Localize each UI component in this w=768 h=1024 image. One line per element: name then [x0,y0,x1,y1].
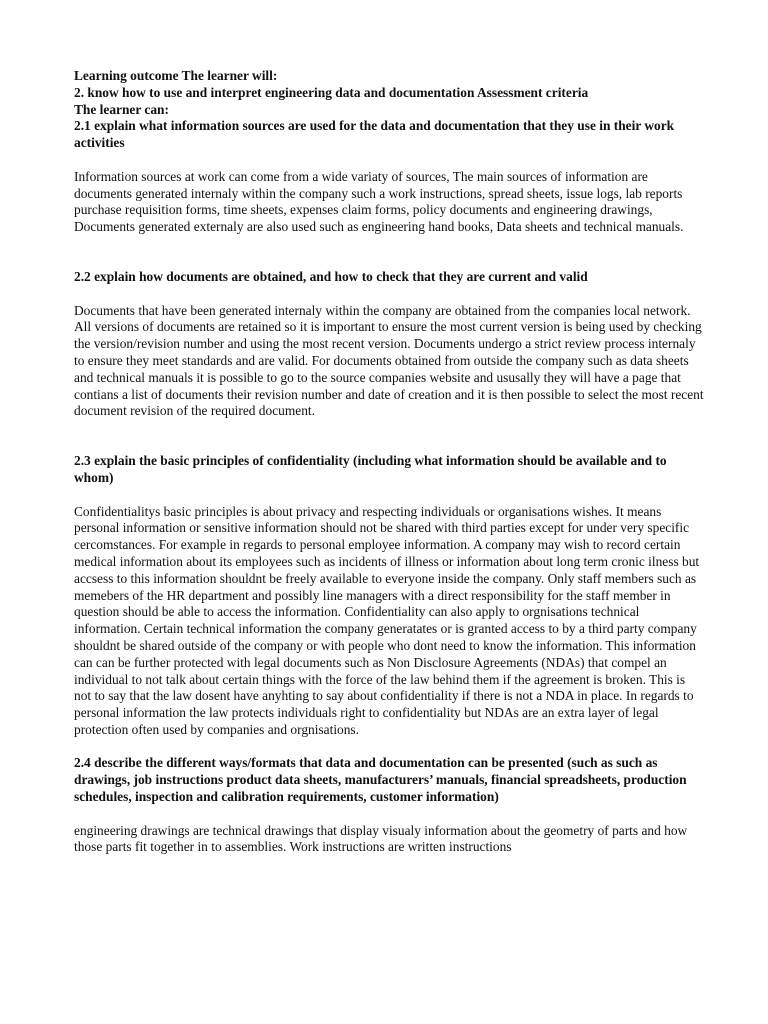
header-line-2: 2. know how to use and interpret engineering data and documentation Assessment criteria [74,84,589,100]
section-body-2-4: engineering drawings are technical drawings that display visualy information about the geometry of parts and how those parts fit together in to assemblies. Work instructions are written instructions [74,822,688,855]
section-body-2-1: Information sources at work can come from a wide variaty of sources, The main sources of information are documents generated internaly within the company such a work instructions, spread sheets, issue logs, lab reports purchase requisition forms, time sheets, expenses claim forms, policy documents and engineering drawings, Documents generated externaly are also used such as engineering hand books, Data sheets and technical manuals. [74,168,684,235]
learning-outcome-header [74,68,704,118]
section-heading-2-3: 2.3 explain the basic principles of confidentiality (including what information should be available and to whom) [74,453,667,485]
header-line-1: Learning outcome The learner will: [74,68,278,83]
section-heading-2-4: 2.4 describe the different ways/formats that data and documentation can be presented (such as such as drawings, job instructions product data sheets, manufacturers’ manuals, financial spreadsheets, production schedules, inspection and calibration requirements, customer information) [74,755,687,805]
section-heading-2-1: 2.1 explain what information sources are used for the data and documentation that they use in their work activities [74,118,675,151]
section-body-2-2: Documents that have been generated internaly within the company are obtained from the companies local network. All versions of documents are retained so it is important to ensure the most current version is being used by checking the version/revision number and using the most recent version. Documents undergo a strict review process internaly to ensure they meet standards and are valid. For documents obtained from outside the company such as data sheets and technical manuals it is possible to go to the source companies website and ususally they will have a page that contians a list of documents their revision number and date of creation and it is then possible to select the most recent document revision of the required document. [74,302,704,419]
header-line-3: The learner can: [74,101,169,117]
section-body-2-3: Confidentialitys basic principles is about privacy and respecting individuals or organisations wishes. It means personal information or sensitive information should not be shared with third parties except for under very specific cercomstances. For example in regards to personal employee information. A company may wish to record certain medical information about its employees such as incidents of illness or information about long term cronic ilness but accsess to this information shouldnt be freely available to everyone inside the company. Only staff members such as memebers of the HR department and possibly line managers with a direct responsibility for the staff member in question should be able to access the information. Confidentiality can also apply to orgnisations technical information. Certain technical information the company generatates or is granted access to by a third party company shouldnt be shared outside of the company or with people who dont need to know the information. This information can can be further protected with legal documents such as Non Disclosure Agreements (NDAs) that compel an individual to not talk about certain things with the force of the law behind them if the agreement is broken. This is not to say that the law dosent have anyhting to say about confidentiality if there is not a NDA in place. In regards to personal information the law protects individuals right to confidentiality but NDAs are an extra layer of legal protection often used by companies and orgnisations. [74,503,700,737]
document-page [74,68,704,856]
section-heading-2-2: 2.2 explain how documents are obtained, and how to check that they are current and valid [74,268,588,284]
